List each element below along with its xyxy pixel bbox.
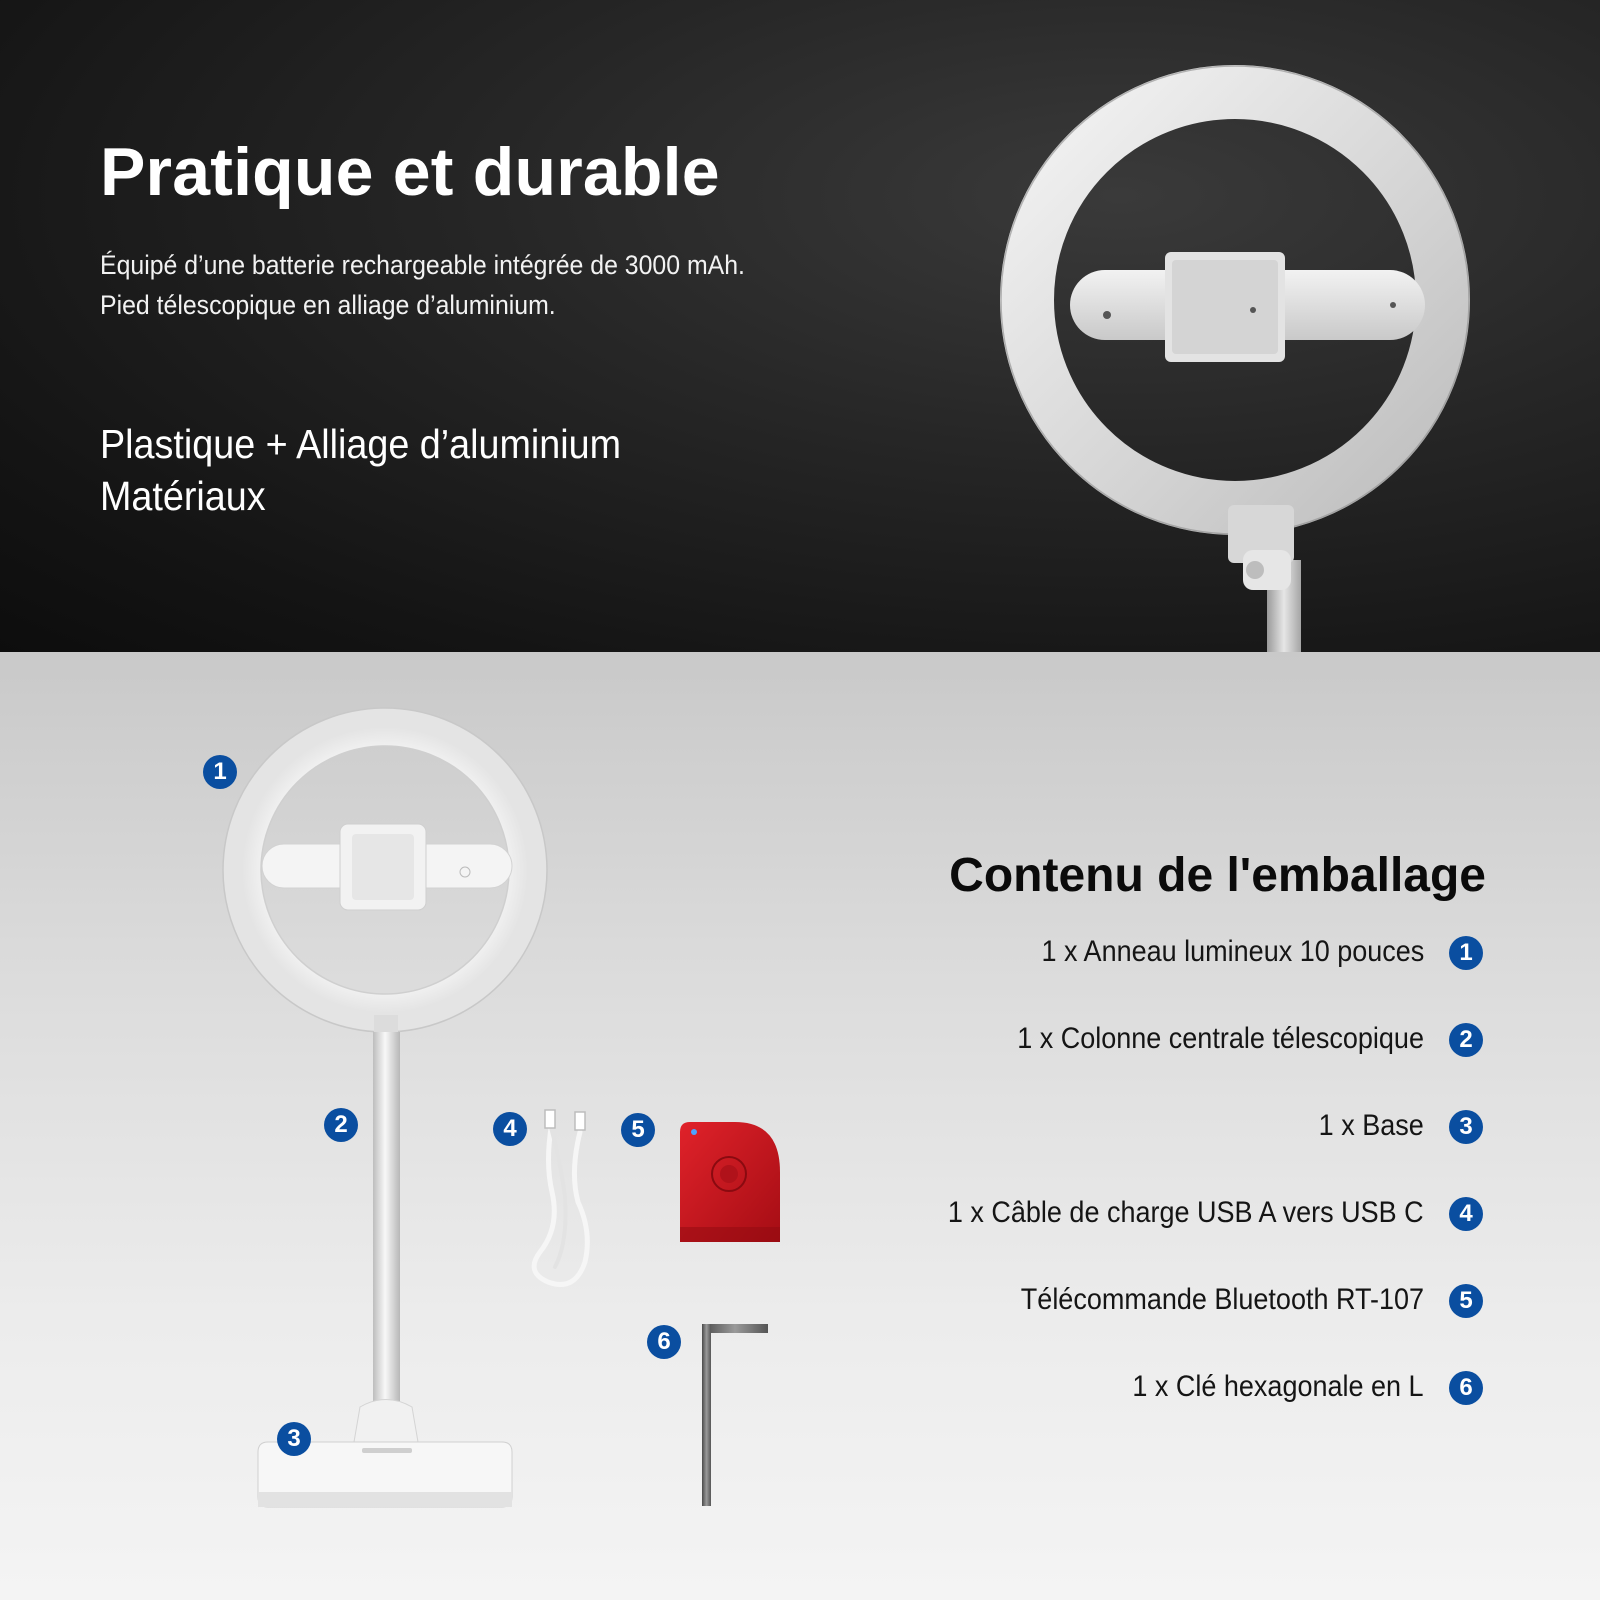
hero-title: Pratique et durable xyxy=(100,134,720,210)
package-item-label: 1 x Câble de charge USB A vers USB C xyxy=(948,1196,1424,1229)
package-item xyxy=(700,1193,1600,1233)
package-title: Contenu de l'emballage xyxy=(949,849,1486,902)
description-line-tripod: Pied télescopique en alliage d’aluminium. xyxy=(100,290,556,320)
package-item-label: 1 x Anneau lumineux 10 pouces xyxy=(1041,935,1424,968)
package-item-badge: 2 xyxy=(1449,1023,1483,1057)
package-item xyxy=(700,1280,1600,1320)
package-item-badge: 3 xyxy=(1449,1110,1483,1144)
description-line-battery: Équipé d’une batterie rechargeable intégrée de 3000 mAh. xyxy=(100,250,745,280)
hero-banner xyxy=(0,0,1600,652)
package-item-label: Télécommande Bluetooth RT-107 xyxy=(1020,1283,1424,1316)
callout-badge-2: 2 xyxy=(324,1108,358,1142)
package-contents-section xyxy=(0,652,1600,1600)
package-item-badge: 1 xyxy=(1449,936,1483,970)
package-item-badge: 4 xyxy=(1449,1197,1483,1231)
callout-badge-6: 6 xyxy=(647,1325,681,1359)
ring-light-image xyxy=(223,708,547,1032)
callout-badge-4: 4 xyxy=(493,1112,527,1146)
package-item xyxy=(700,1367,1600,1407)
callout-badge-1: 1 xyxy=(203,755,237,789)
package-item-label: 1 x Colonne centrale télescopique xyxy=(1017,1022,1424,1055)
hero-description xyxy=(100,245,745,325)
material-label: Matériaux xyxy=(100,473,266,519)
callout-badge-5: 5 xyxy=(621,1113,655,1147)
ring-light-closeup-image xyxy=(985,20,1505,652)
usb-cable-image xyxy=(534,1110,587,1285)
package-item-label: 1 x Base xyxy=(1318,1109,1424,1142)
package-item-badge: 6 xyxy=(1449,1371,1483,1405)
hex-key-image xyxy=(702,1324,768,1506)
package-item xyxy=(700,932,1600,972)
package-item xyxy=(700,1106,1600,1146)
telescopic-column-image xyxy=(354,1015,418,1442)
material-value: Plastique + Alliage d’aluminium xyxy=(100,421,622,467)
package-item-badge: 5 xyxy=(1449,1284,1483,1318)
material-info xyxy=(100,418,621,522)
callout-badge-3: 3 xyxy=(277,1422,311,1456)
package-item-label: 1 x Clé hexagonale en L xyxy=(1132,1370,1424,1403)
package-item xyxy=(700,1019,1600,1059)
